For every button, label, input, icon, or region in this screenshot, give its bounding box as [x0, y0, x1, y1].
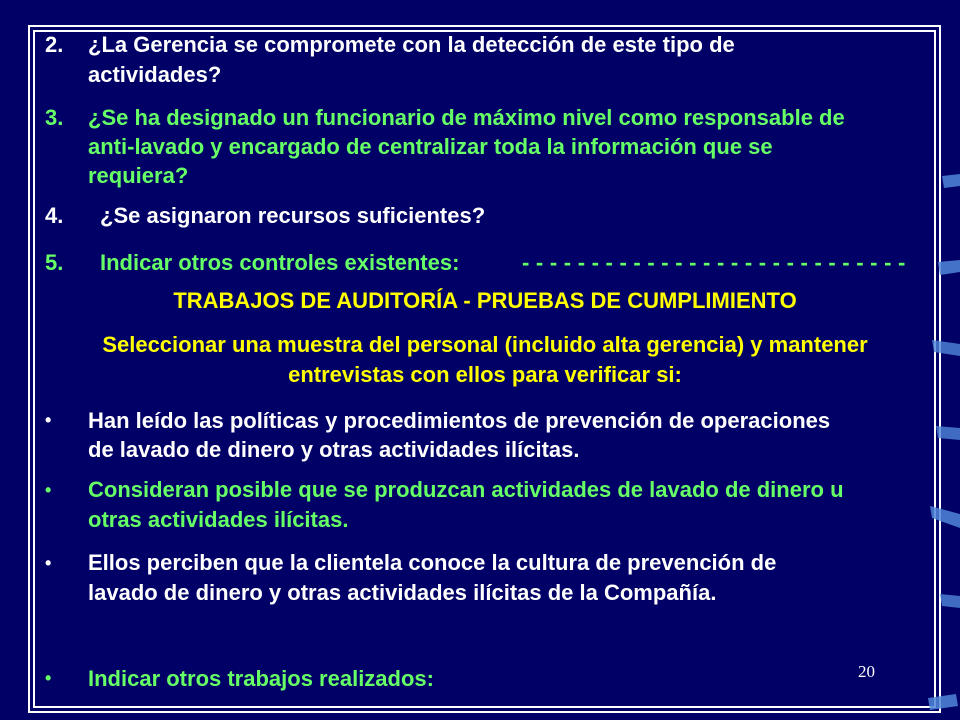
question-number: 2.	[45, 32, 64, 57]
question-number: 3.	[45, 105, 64, 130]
question-text-line: ¿La Gerencia se compromete con la detección de este tipo de	[88, 32, 735, 57]
question-text-line: Indicar otros controles existentes:	[100, 250, 460, 275]
bullet-text	[88, 548, 776, 608]
bullet-text-line: de lavado de dinero y otras actividades ilícitas.	[88, 437, 580, 462]
instruction-paragraph	[40, 330, 930, 390]
instruction-line: entrevistas con ellos para verificar si:	[288, 362, 682, 387]
decorative-streak	[942, 174, 960, 188]
bullet-text-line: Han leído las políticas y procedimientos de prevención de operaciones	[88, 408, 831, 433]
page-number: 20	[858, 662, 875, 681]
bullet-text-line: Consideran posible que se produzcan actividades de lavado de dinero u	[88, 477, 844, 502]
bullet-text-line: lavado de dinero y otras actividades ilícitas de la Compañía.	[88, 580, 717, 605]
question-number: 5.	[45, 250, 64, 275]
bullet-text-line: Indicar otros trabajos realizados:	[88, 666, 434, 691]
decorative-streak	[928, 694, 958, 710]
decorative-streak	[930, 506, 960, 528]
question-text-line: requiera?	[88, 163, 189, 188]
decorative-streak	[932, 340, 960, 356]
decorative-streak	[938, 260, 960, 275]
question-text-line: ¿Se asignaron recursos suficientes?	[100, 203, 486, 228]
bullet-text	[88, 406, 830, 464]
fill-in-blank-dashes: ----------------------------	[522, 250, 912, 275]
bullet-text	[88, 664, 434, 693]
section-heading-text: TRABAJOS DE AUDITORÍA - PRUEBAS DE CUMPLIMIENTO	[173, 288, 797, 313]
question-text	[88, 30, 735, 90]
section-heading	[40, 286, 930, 315]
bullet-icon: •	[45, 668, 52, 688]
question-text	[88, 103, 845, 190]
question-text	[100, 248, 459, 277]
question-text-line: actividades?	[88, 62, 222, 87]
bullet-text-line: otras actividades ilícitas.	[88, 507, 349, 532]
bullet-text	[88, 475, 844, 535]
decorative-streak	[936, 426, 960, 440]
bullet-text-line: Ellos perciben que la clientela conoce la cultura de prevención de	[88, 550, 777, 575]
question-number: 4.	[45, 203, 64, 228]
question-text-line: anti-lavado y encargado de centralizar toda la información que se	[88, 134, 773, 159]
bullet-icon: •	[45, 480, 52, 500]
instruction-line: Seleccionar una muestra del personal (incluido alta gerencia) y mantener	[102, 332, 868, 357]
bullet-icon: •	[45, 553, 52, 573]
question-text	[100, 201, 485, 230]
bullet-icon: •	[45, 410, 52, 430]
decorative-streak	[940, 594, 960, 608]
question-text-line: ¿Se ha designado un funcionario de máximo nivel como responsable de	[88, 105, 845, 130]
